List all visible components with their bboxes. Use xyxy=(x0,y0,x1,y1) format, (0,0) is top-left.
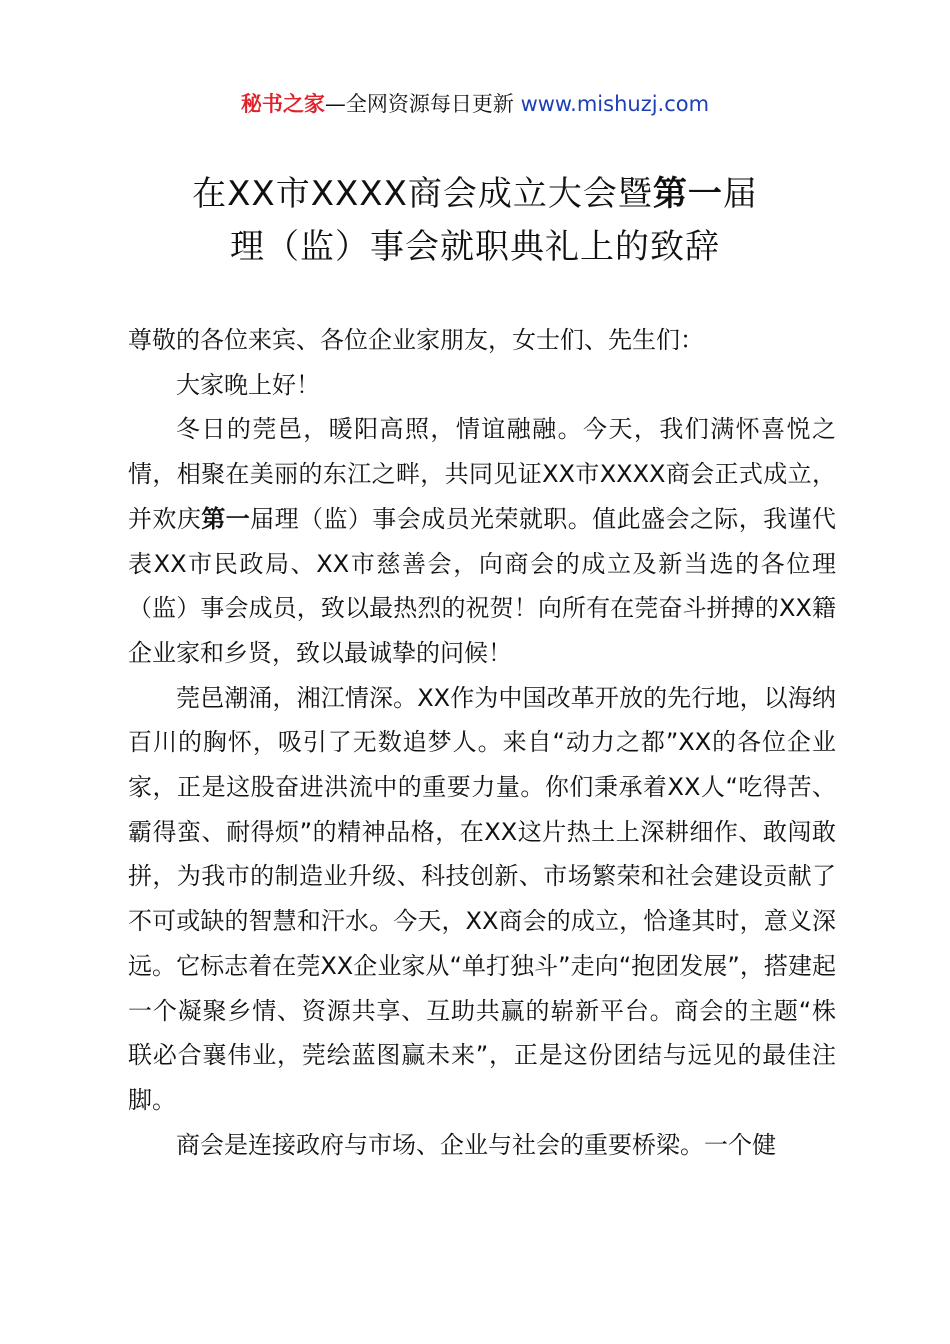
paragraph-1-text-b: 届理（监）事会成员光荣就职。值此盛会之际，我谨代表XX市民政局、XX市慈善会，向商会的成立及新当选的各位理（监）事会成员，致以最热烈的祝贺！向所有在莞奋斗拼搏的XX籍企业家和乡贤，致以最诚挚的问候！ xyxy=(128,504,837,667)
title-line-1-text-a: 在XX市XXXX商会成立大会暨 xyxy=(192,174,653,214)
title-line-1 xyxy=(60,168,890,221)
site-header xyxy=(0,88,950,120)
site-brand: 秘书之家 xyxy=(240,92,325,116)
paragraph-1-text-a: 冬日的莞邑，暖阳高照，情谊融融。今天，我们满怀喜悦之情，相聚在美丽的东江之畔，共同见证XX市XXXX商会正式成立，并欢庆 xyxy=(128,415,836,533)
document-body xyxy=(128,318,836,1167)
paragraph-1-bold: 第一 xyxy=(201,504,251,533)
site-url-link[interactable]: www.mishuzj.com xyxy=(520,92,710,116)
paragraph-3: 商会是连接政府与市场、企业与社会的重要桥梁。一个健 xyxy=(176,1130,776,1159)
title-line-1-bold: 第一 xyxy=(652,174,723,214)
greeting: 大家晚上好！ xyxy=(176,370,320,399)
salutation: 尊敬的各位来宾、各位企业家朋友，女士们、先生们： xyxy=(128,326,704,354)
title-line-1-text-b: 届 xyxy=(722,174,758,214)
document-title xyxy=(60,168,890,274)
paragraph-1 xyxy=(128,407,836,675)
title-line-2: 理（监）事会就职典礼上的致辞 xyxy=(230,227,720,267)
paragraph-2: 莞邑潮涌，湘江情深。XX作为中国改革开放的先行地，以海纳百川的胸怀，吸引了无数追梦人。来自“动力之都”XX的各位企业家，正是这股奋进洪流中的重要力量。你们秉承着XX人“吃得苦、霸得蛮、耐得烦”的精神品格，在XX这片热土上深耕细作、敢闯敢拼，为我市的制造业升级、科技创新、市场繁荣和社会建设贡献了不可或缺的智慧和汗水。今天，XX商会的成立，恰逢其时，意义深远。它标志着在莞XX企业家从“单打独斗”走向“抱团发展”，搭建起一个凝聚乡情、资源共享、互助共赢的崭新平台。商会的主题“株联必合襄伟业，莞绘蓝图赢未来”，正是这份团结与远见的最佳注脚。 xyxy=(128,683,836,1114)
site-slogan: —全网资源每日更新 xyxy=(324,92,521,116)
